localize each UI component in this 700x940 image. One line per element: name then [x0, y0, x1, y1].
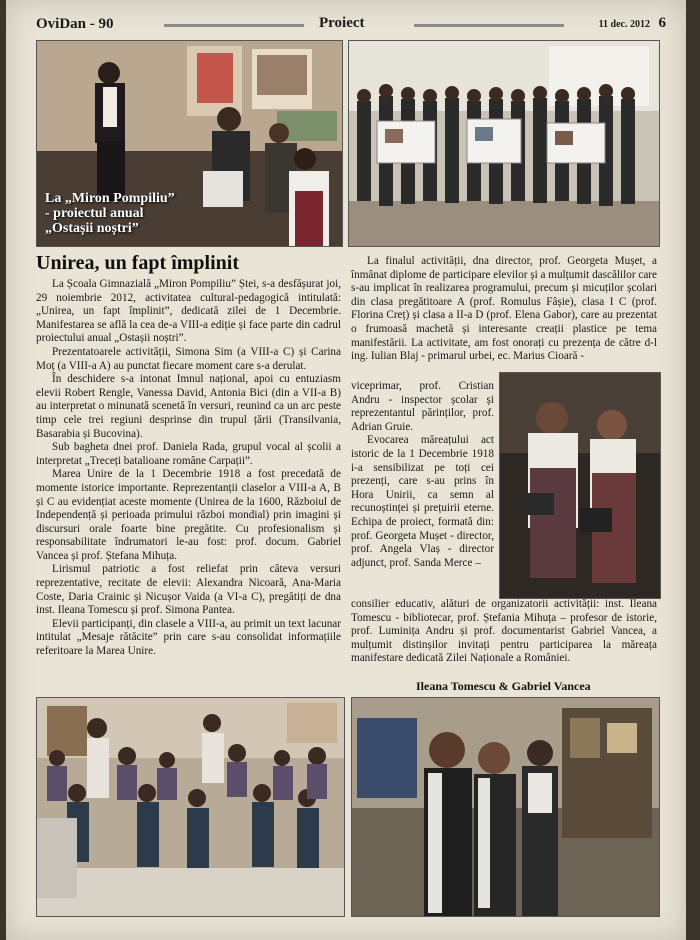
- photo-students-posters: [348, 40, 660, 247]
- photo-caption: [45, 191, 175, 236]
- paragraph: La Școala Gimnazială „Miron Pompiliu” Ștei, s-a desfășurat joi, 29 noiembrie 2012, activitatea cultural-pedagogică intitulată: „Unirea, un fapt împlinit”, dedicată zilei de 1 Decembrie. Manifestarea se află la cea de-a VIII-a ediție și face parte din cadrul proiectului anual „Ostașii noștri”.: [36, 278, 341, 345]
- paragraph: Sub bagheta dnei prof. Daniela Rada, grupul vocal al școlii a interpretat „Treceți batalioane române Carpații”.: [36, 441, 341, 467]
- section-title: Proiect: [319, 15, 365, 31]
- publication-name: OviDan - 90: [36, 16, 114, 32]
- photo-two-girls-costumes: [499, 372, 661, 599]
- article-left-column: [36, 278, 341, 659]
- caption-line-3: „Ostașii noștri”: [45, 221, 139, 236]
- paragraph: Marea Unire de la 1 Decembrie 1918 a fost precedată de momente istorice importante. Reprezentanții claselor a VIII-a A, B și C au evidențiat aceste momente (Unirea de la 1600, Războiul de Independență și perioada primului război mondial) prin imagini și discursuri orale foarte bine pregătite. Cu profesionalism și responsabilitate îndrumatori le-au fost: prof. docum. Gabriel Vancea și prof. Ștefana Mihuța.: [36, 468, 341, 562]
- caption-line-1: La „Miron Pompiliu”: [45, 191, 175, 206]
- article-right-bottom: [351, 598, 657, 666]
- newspaper-page: [6, 0, 686, 940]
- photo-teacher-students: [36, 40, 343, 247]
- paragraph: În deschidere s-a intonat Imnul național, apoi cu entuziasm elevii Robert Rengle, Vanessa David, Antonia Bici (din a VII-a B) au interpretat o minunată scenetă în versuri, reunind ca un arc peste timp cele trei regiuni desprinse din trupul țării (Transilvania, Basarabia și Bucovina).: [36, 373, 341, 440]
- paragraph: Evocarea măreațului act istoric de la 1 Decembrie 1918 i-a sensibilizat pe toți cei prezenți, care s-au prins în Hora Unirii, ca semn al recunoștinței și prețuirii eterne. Echipa de proiect, formată din: prof. Georgeta Mușet - director, prof. Angela Vlaș - director adjunct, prof. Sanda Merce –: [351, 434, 494, 569]
- page-header: [36, 14, 666, 36]
- article-headline: Unirea, un fapt împlinit: [36, 252, 239, 274]
- article-signature: Ileana Tomescu & Gabriel Vancea: [416, 679, 591, 693]
- paragraph: La finalul activității, dna director, prof. Georgeta Mușet, a înmânat diplome de participare elevilor și a mulțumit dascălilor care s-au implicat în realizarea programului, precum și micuților școlari din clasa pregătitoare A (prof. Romulus Fâșie), clasa I C (prof. Florina Creț) și clasa a II-a D (prof. Elena Gabor), care au prezentat o frumoasă machetă și interesante creații plastice pe tema manifestării. La activitate, am fost onorați cu prezența de către d-l ing. Iulian Blaj - primarul urbei, ec. Marius Cioară -: [351, 255, 657, 363]
- issue-date: 11 dec. 2012: [598, 19, 650, 30]
- header-rule-right: [414, 24, 564, 27]
- article-right-top: [351, 255, 657, 364]
- paragraph: Prezentatoarele activității, Simona Sim (a VIII-a C) și Carina Moț (a VIII-a A) au punctat fiecare moment care s-a derulat.: [36, 345, 341, 372]
- paragraph: Lirismul patriotic a fost reliefat prin câteva versuri reprezentative, recitate de elevii: Alexandra Nicoară, Ana-Maria Coste, Daria Crainic și Nicușor Vaida (a VI-a C), pregătiți de dna inst. Ileana Tomescu și prof. Simona Pantea.: [36, 563, 341, 617]
- photo-young-pupils: [36, 697, 345, 917]
- photo-students-classroom: [351, 697, 660, 917]
- article-right-narrow: [351, 380, 494, 570]
- paragraph: consilier educativ, alături de organizatorii activității: inst. Ileana Tomescu - bibliotecar, prof. Ștefania Mihuța – profesor de istorie, prof. Luminița Andru și prof. documentarist Gabriel Vancea, a mulțumit distinșilor invitați pentru participarea la măreața manifestare dedicată Zilei Naționale a României.: [351, 598, 657, 665]
- page-number: 6: [658, 15, 666, 31]
- caption-line-2: - proiectul anual: [45, 206, 144, 221]
- paragraph: viceprimar, prof. Cristian Andru - inspector școlar și reprezentantul părinților, prof. Adrian Gruie.: [351, 380, 494, 433]
- header-rule-left: [164, 24, 304, 27]
- paragraph: Elevii participanți, din clasele a VIII-a, au primit un text lacunar intitulat „Mesaje rătăcite” prin care s-au consolidat informațiile referitoare la Marea Unire.: [36, 617, 341, 658]
